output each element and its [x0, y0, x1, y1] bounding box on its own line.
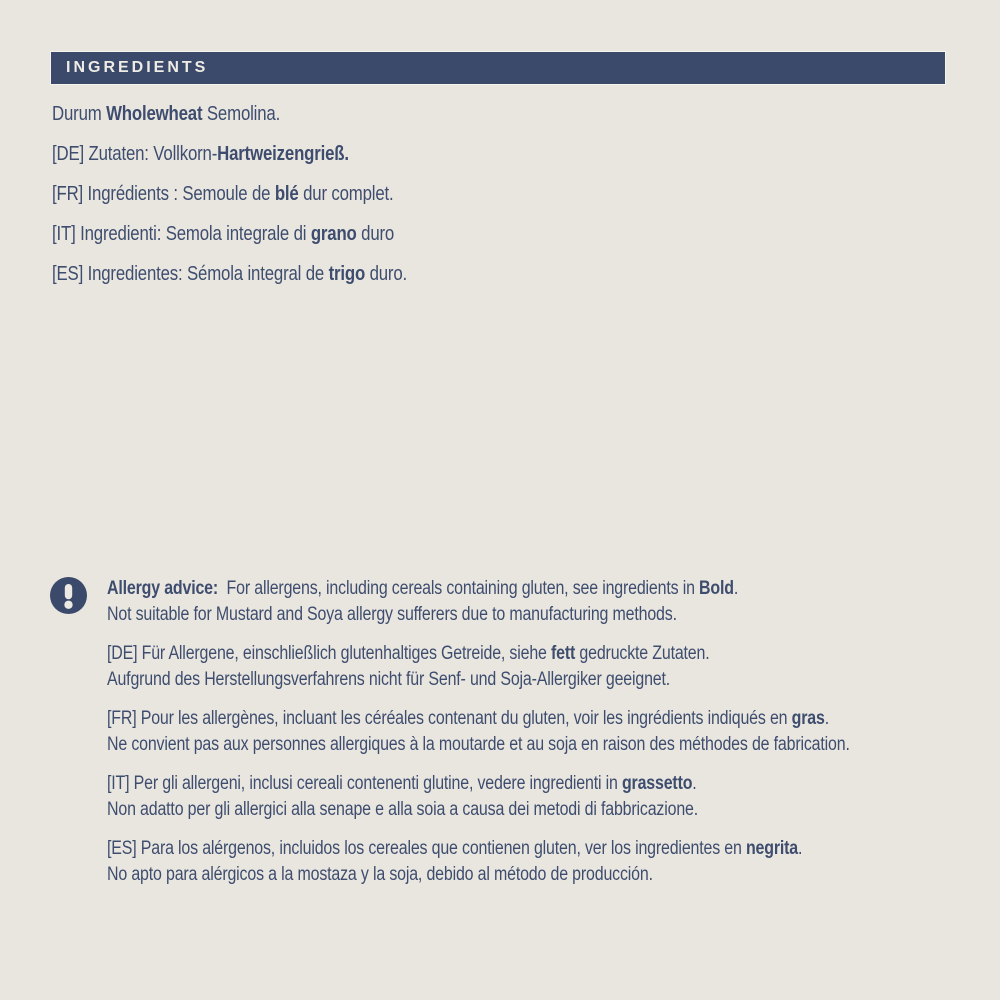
allergy-paragraph-en: [107, 576, 991, 628]
text-segment: No apto para alérgicos a la mostaza y la soja, debido al método de producción.: [107, 864, 653, 885]
ingredients-header-bar: [51, 52, 945, 84]
allergy-line: [107, 706, 850, 732]
text-segment: .: [733, 578, 739, 599]
allergy-line: [107, 641, 850, 667]
ingredients-header-title: INGREDIENTS: [66, 59, 209, 76]
text-segment: Semolina.: [202, 103, 281, 125]
text-segment-bold: negrita: [745, 838, 799, 859]
allergy-paragraph-de: [107, 641, 991, 693]
text-segment-bold: trigo: [328, 263, 366, 285]
allergy-line: [107, 576, 850, 602]
ingredient-line-fr: [52, 184, 407, 204]
allergy-paragraph-it: [107, 771, 991, 823]
ingredient-line-es: [52, 264, 407, 284]
text-segment-bold: blé: [274, 183, 299, 205]
ingredient-line-en: [52, 104, 407, 124]
text-segment-bold: Bold: [699, 578, 734, 599]
text-segment: [ES] Para los alérgenos, incluidos los cereales que contienen gluten, ver los ingredientes en: [107, 838, 746, 859]
text-segment-bold: Wholewheat: [106, 103, 203, 125]
text-segment: [FR] Ingrédients : Semoule de: [52, 183, 275, 205]
text-segment: gedruckte Zutaten.: [575, 643, 710, 664]
text-segment: Ne convient pas aux personnes allergiques à la moutarde et au soja en raison des méthodes de fabrication.: [107, 734, 850, 755]
allergy-line: [107, 771, 850, 797]
text-segment-bold: grano: [310, 223, 357, 245]
allergy-line: [107, 667, 850, 693]
allergy-line: [107, 836, 850, 862]
text-segment: duro: [356, 223, 395, 245]
allergy-paragraph-fr: [107, 706, 991, 758]
allergy-line: [107, 797, 850, 823]
allergy-advice-section: [107, 576, 991, 901]
allergy-line: [107, 862, 850, 888]
text-segment: .: [798, 838, 803, 859]
text-segment: [ES] Ingredientes: Sémola integral de: [52, 263, 329, 285]
text-segment: Aufgrund des Herstellungsverfahrens nicht für Senf- und Soja-Allergiker geeignet.: [107, 669, 671, 690]
text-segment: [IT] Ingredienti: Semola integrale di: [52, 223, 311, 245]
text-segment: dur complet.: [298, 183, 394, 205]
text-segment: Not suitable for Mustard and Soya allergy sufferers due to manufacturing methods.: [107, 604, 677, 625]
allergy-line: [107, 732, 850, 758]
text-segment: For allergens, including cereals containing gluten, see ingredients in: [218, 578, 700, 599]
text-segment: [IT] Per gli allergeni, inclusi cereali contenenti glutine, vedere ingredienti in: [107, 773, 622, 794]
text-segment: .: [824, 708, 829, 729]
text-segment-bold: gras: [791, 708, 825, 729]
allergy-paragraph-es: [107, 836, 991, 888]
text-segment-bold: grassetto: [621, 773, 693, 794]
text-segment: [FR] Pour les allergènes, incluant les céréales contenant du gluten, voir les ingrédients indiqués en: [107, 708, 792, 729]
text-segment: [DE] Für Allergene, einschließlich glutenhaltiges Getreide, siehe: [107, 643, 552, 664]
ingredient-line-de: [52, 144, 407, 164]
text-segment: Durum: [52, 103, 107, 125]
ingredients-list: [52, 104, 475, 304]
allergy-line: [107, 602, 850, 628]
text-segment: [DE] Zutaten: Vollkorn-: [52, 143, 218, 165]
ingredient-line-it: [52, 224, 407, 244]
text-segment-bold: Allergy advice:: [107, 578, 219, 599]
text-segment-bold: Hartweizengrieß.: [217, 143, 349, 165]
exclamation-circle-icon: [50, 577, 87, 614]
text-segment: .: [692, 773, 697, 794]
text-segment-bold: fett: [551, 643, 576, 664]
text-segment: duro.: [365, 263, 408, 285]
text-segment: Non adatto per gli allergici alla senape e alla soia a causa dei metodi di fabbricazione.: [107, 799, 699, 820]
